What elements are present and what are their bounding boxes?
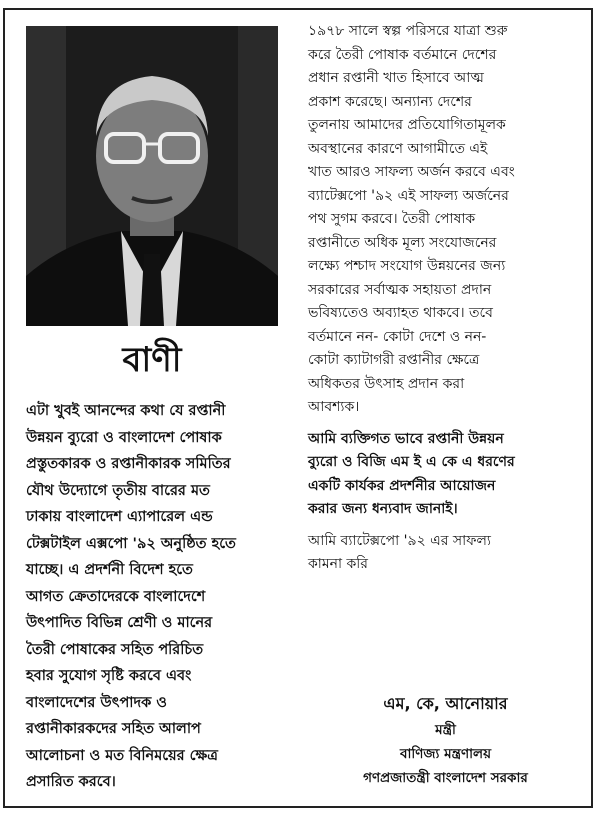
message-right-column — [308, 20, 583, 585]
signatory-ministry: বাণিজ্য মন্ত্রণালয় — [399, 746, 492, 762]
heading-bani: বাণী — [122, 340, 182, 380]
signatory-title: মন্ত্রী — [435, 722, 456, 738]
paragraph-history: ১৯৭৮ সালে স্বল্প পরিসরে যাত্রা শুরু করে তৈরী পোষাক বর্তমানে দেশের প্রধান রপ্তানী খাত হিসাবে আত্ম প্রকাশ করেছে। অন্যান্য দেশের তুলনায় আমাদের প্রতিযোগিতামূলক অবস্থানের কারণে আগামীতে এই খাত আরও সাফল্য অর্জন করবে এবং ব্যাটেক্সপো '৯২ এই সাফল্য অর্জনের পথ সুগম করবে। তৈরী পোষাক রপ্তানীতে অধিক মূল্য সংযোজনের লক্ষ্যে পশ্চাদ সংযোগ উন্নয়নের জন্য সরকারের সর্বাত্মক সহায়তা প্রদান ভবিষ্যতেও অব্যাহত থাকবে। তবে বর্তমানে নন- কোটা দেশে ও নন- কোটা ক্যাটাগরী রপ্তানীর ক্ষেত্রে অধিকতর উৎসাহ প্রদান করা আবশ্যক। — [308, 23, 515, 415]
portrait-icon — [26, 26, 278, 326]
paragraph-thanks: আমি ব্যক্তিগত ভাবে রপ্তানী উন্নয়ন ব্যুরো ও বিজি এম ই এ কে এ ধরণের একটি কার্যকর প্রদর্শনীর আয়োজন করার জন্য ধন্যবাদ জানাই। — [308, 430, 515, 517]
portrait-photo — [26, 26, 278, 326]
signature-block — [308, 690, 583, 790]
signatory-name: এম, কে, আনোয়ার — [383, 694, 508, 713]
paragraph-wish: আমি ব্যাটেক্সপো '৯২ এর সাফল্য কামনা করি — [308, 532, 491, 572]
signatory-government: গণপ্রজাতন্ত্রী বাংলাদেশ সরকার — [363, 770, 528, 786]
message-left-column: এটা খুবই আনন্দের কথা যে রপ্তানী উন্নয়ন ব্যুরো ও বাংলাদেশ পোষাক প্রস্তুতকারক ও রপ্তানীকারক সমিতির যৌথ উদ্যোগে তৃতীয় বারের মত ঢাকায় বাংলাদেশ এ্যাপারেল এন্ড টেক্সটাইল এক্সপো '৯২ অনুষ্ঠিত হতে যাচ্ছে। এ প্রদর্শনী বিদেশ হতে আগত ক্রেতাদেরকে বাংলাদেশে উৎপাদিত বিভিন্ন শ্রেণী ও মানের তৈরী পোষাকের সহিত পরিচিত হবার সুযোগ সৃষ্টি করবে এবং বাংলাদেশের উৎপাদক ও রপ্তানীকারকদের সহিত আলাপ আলোচনা ও মত বিনিময়ের ক্ষেত্র প্রসারিত করবে। — [26, 403, 236, 790]
